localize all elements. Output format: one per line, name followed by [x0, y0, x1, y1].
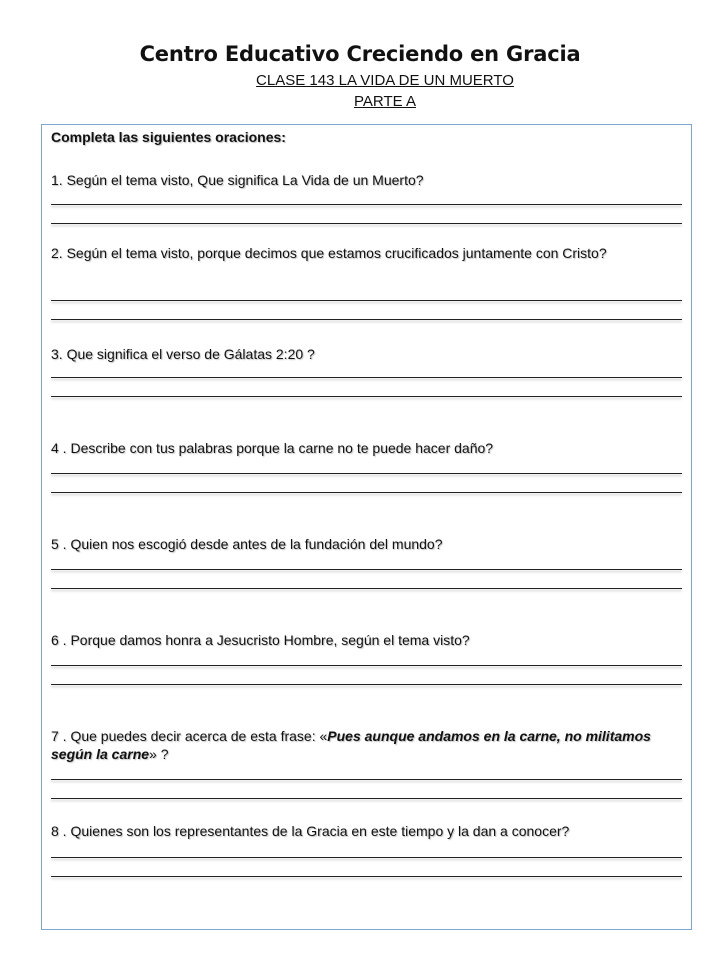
question-2: 2. Según el tema visto, porque decimos que estamos crucificados juntamente con Cristo? [51, 245, 607, 261]
question-7-suffix: » ? [149, 746, 169, 762]
school-title: Centro Educativo Creciendo en Gracia [139, 42, 581, 66]
question-6: 6 . Porque damos honra a Jesucristo Hombre, según el tema visto? [51, 632, 470, 648]
answer-line[interactable] [51, 473, 682, 474]
part-title: PARTE A [354, 93, 416, 110]
answer-line[interactable] [51, 396, 682, 397]
answer-line[interactable] [51, 300, 682, 301]
instruction-text: Completa las siguientes oraciones: [51, 129, 286, 145]
question-7-quote: Pues aunque andamos en la carne, no militamos según la carne [51, 728, 651, 762]
answer-line[interactable] [51, 684, 682, 685]
answer-line[interactable] [51, 377, 682, 378]
answer-line[interactable] [51, 876, 682, 877]
answer-line[interactable] [51, 857, 682, 858]
answer-line[interactable] [51, 665, 682, 666]
answer-line[interactable] [51, 588, 682, 589]
answer-line[interactable] [51, 569, 682, 570]
answer-line[interactable] [51, 319, 682, 320]
question-3: 3. Que significa el verso de Gálatas 2:20 ? [51, 346, 315, 362]
answer-line[interactable] [51, 204, 682, 205]
class-title: CLASE 143 LA VIDA DE UN MUERTO [256, 72, 514, 89]
question-7-prefix: 7 . Que puedes decir acerca de esta frase: « [51, 728, 328, 744]
question-1: 1. Según el tema visto, Que significa La Vida de un Muerto? [51, 172, 424, 188]
answer-line[interactable] [51, 798, 682, 799]
answer-line[interactable] [51, 492, 682, 493]
answer-line[interactable] [51, 223, 682, 224]
question-7 [51, 727, 671, 763]
answer-line[interactable] [51, 779, 682, 780]
question-8: 8 . Quienes son los representantes de la Gracia en este tiempo y la dan a conocer? [51, 823, 570, 839]
question-5: 5 . Quien nos escogió desde antes de la fundación del mundo? [51, 536, 443, 552]
question-4: 4 . Describe con tus palabras porque la carne no te puede hacer daño? [51, 440, 494, 456]
